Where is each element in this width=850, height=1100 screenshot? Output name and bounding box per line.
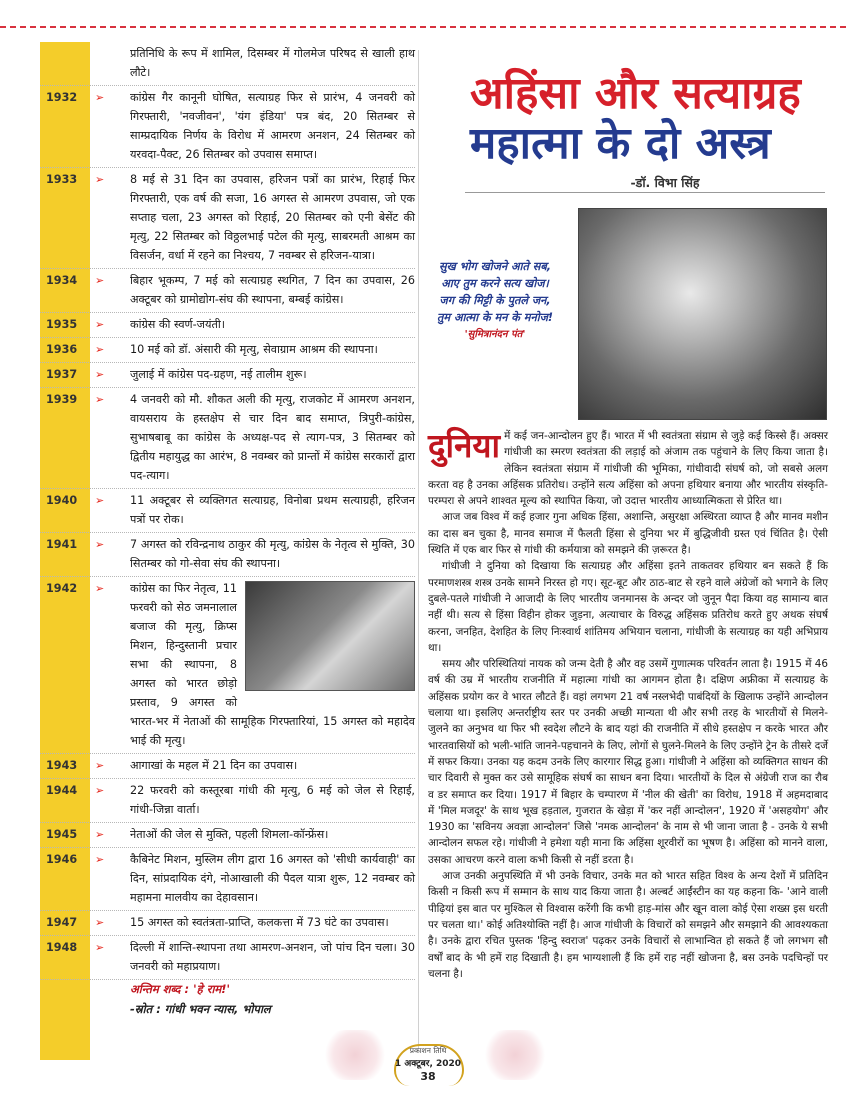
timeline-row [40, 577, 415, 754]
publication-label: प्रकाशन तिथि [409, 1046, 447, 1055]
article-paragraph: समय और परिस्थितियां नायक को जन्म देती है और वह उसमें गुणात्मक परिवर्तन लाता है। 1915 में 46 वर्ष की उम्र में भारतीय राजनीति में महात्मा गांधी का आगमन होता है। दक्षिण अफ्रीका में सत्याग्रह के अहिंसक प्रयोग कर वे भारत लौटते हैं। वहां लगभग 21 वर्ष नस्लभेदी पाबंदियों के खिलाफ उन्होंने आन्दोलन चलाया था। इसलिए अन्तर्राष्ट्रीय स्तर पर उनकी अच्छी मान्यता थी और सभी तरह के भारतीयों से मिलने-जुलने का अनुभव था फिर भी स्वदेश लौटने के बाद यहां की राजनीति में सीधे हस्तक्षेप न करके भारत और भारतवासियों को भली-भांति जानने-पहचानने के लिए, लोगों से घुलने-मिलने के लिए उन्होंने ट्रेन के तीसरे दर्जे में सफर किया। उनका यह कदम उनके लिए कारगार सिद्ध हुआ। गांधीजी ने अहिंसा को व्यक्तिगत साधन की चार दिवारी से मुक्त कर उसे सामूहिक संघर्ष का साधन बना दिया। भारतीयों के दिल से अंग्रेजी राज का रौब व डर समाप्त कर दिया। 1917 में बिहार के चम्पारण में 'नील की खेती' का विरोध, 1918 में अहमदाबाद में 'मिल मजदूर' के साथ भूख हड़ताल, गुजरात के खेड़ा में 'कर नहीं आन्दोलन', 1920 में 'असहयोग' और 1930 का 'सविनय अवज्ञा आन्दोलन' जिसे 'नमक आन्दोलन' के नाम से भी जाना जाता है - उनके ये सभी आन्दोलन सफल रहे। गांधीजी ने हमेशा यही माना कि अहिंसा शूरवीरों का भूषण है। अहिंसा को मानने वाला, उसका आचरण करने वाला कभी किसी से नहीं डरता है। [428, 658, 828, 866]
page-badge [388, 1040, 468, 1088]
page-number: 38 [420, 1070, 436, 1083]
timeline-row [40, 313, 415, 338]
poem-quote [420, 258, 570, 343]
timeline-year: 1940 [46, 494, 78, 507]
arrow-bullet-icon: ➢ [95, 759, 105, 772]
timeline-text: 7 अगस्त को रविन्द्रनाथ ठाकुर की मृत्यु, कांग्रेस के नेतृत्व से मुक्ति, 30 सितम्बर को गो-सेवा संघ की स्थापना। [130, 538, 415, 570]
timeline-row [40, 848, 415, 911]
timeline-column [40, 42, 415, 1019]
timeline-year: 1937 [46, 368, 78, 381]
timeline-row [40, 269, 415, 313]
arrow-bullet-icon: ➢ [95, 582, 105, 595]
timeline-text: कांग्रेस की स्वर्ण-जयंती। [130, 318, 225, 331]
arrow-bullet-icon: ➢ [95, 828, 105, 841]
arrow-bullet-icon: ➢ [95, 393, 105, 406]
poem-line: सुख भोग खोजने आते सब, [439, 260, 551, 273]
publication-date: 1 अक्टूबर, 2020 [394, 1059, 462, 1069]
article-paragraph [428, 428, 828, 509]
paragraph-text: में कई जन-आन्दोलन हुए हैं। भारत में भी स्वतंत्रता संग्राम से जुड़े कई किस्से हैं। अक्सर गांधीजी का स्मरण स्वतंत्रता की लड़ाई को अंजाम तक पहुंचाने के लिए किया जाता है। लेकिन स्वतंत्रता संग्राम में गांधीजी की भूमिका, गांधीवादी संघर्ष को, जो सबसे अलग करता वह है उनका अहिंसक प्रतिरोध। उन्होंने सत्य अहिंसा को अपना हथियार बनाया और भारतीय संस्कृति-परम्परा से अपने शाश्वत मूल्य को स्थापित किया, जो उदात्त भारतीय आध्यात्मिकता से प्रेरित था। [428, 430, 828, 508]
poem-line: जग की मिट्टी के पुतले जन, [439, 294, 551, 307]
column-divider [418, 50, 419, 1050]
timeline-text: नेताओं की जेल से मुक्ति, पहली शिमला-कॉन्फ्रेंस। [130, 828, 329, 841]
timeline-photo [245, 581, 415, 691]
author-rule [465, 192, 825, 193]
timeline-row [40, 911, 415, 936]
timeline-text: 10 मई को डॉ. अंसारी की मृत्यु, सेवाग्राम आश्रम की स्थापना। [130, 343, 378, 356]
timeline-text: 8 मई से 31 दिन का उपवास, हरिजन पत्रों का प्रारंभ, रिहाई फिर गिरफ्तारी, एक वर्ष की सजा, 16 अगस्त से आमरण उपवास, जो एक सप्ताह चला, 23 अगस्त को रिहाई, 20 सितम्बर को एनी बेसेंट की मृत्यु, 22 सितम्बर को विठ्ठलभाई पटेल की मृत्यु, साबरमती आश्रम का विसर्जन, वर्धा में रहने का निश्चय, 7 नवम्बर से हरिजन-यात्रा। [130, 173, 415, 262]
timeline-row [40, 363, 415, 388]
arrow-bullet-icon: ➢ [95, 784, 105, 797]
floral-decoration [320, 1030, 390, 1080]
arrow-bullet-icon: ➢ [95, 318, 105, 331]
timeline-intro-text: प्रतिनिधि के रूप में शामिल, दिसम्बर में गोलमेज परिषद से खाली हाथ लौटे। [130, 47, 415, 79]
timeline-row [40, 338, 415, 363]
arrow-bullet-icon: ➢ [95, 853, 105, 866]
timeline-text: 4 जनवरी को मौ. शौकत अली की मृत्यु, राजकोट में आमरण अनशन, वायसराय के हस्तक्षेप से चार दिन बाद समाप्त, त्रिपुरी-कांग्रेस, सुभाषबाबू का कांग्रेस के अध्यक्ष-पद से त्याग-पत्र, 3 सितम्बर को द्वितीय महायुद्ध का आरंभ, 8 नवम्बर को प्रान्तों में कांग्रेस सरकारों द्वारा पद-त्याग। [130, 393, 415, 482]
timeline-text-span: कांग्रेस का फिर नेतृत्व, 11 फरवरी को सेठ जमनालाल बजाज की मृत्यु, क्रिप्स मिशन, हिन्दुस्तानी प्रचार सभा की स्थापना, 8 अगस्त को भारत छोड़ो प्रस्ताव, 9 अगस्त को भारत-भर में नेताओं की सामूहिक गिरफ्तारियां, 15 अगस्त को महादेव भाई की मृत्यु। [130, 582, 415, 747]
timeline-year: 1945 [46, 828, 78, 841]
timeline-year: 1943 [46, 759, 78, 772]
article-title-line2: महात्मा के दो अस्त्र [470, 118, 771, 169]
timeline-text: जुलाई में कांग्रेस पद-ग्रहण, नई तालीम शुरू। [130, 368, 307, 381]
timeline-text: 15 अगस्त को स्वतंत्रता-प्राप्ति, कलकत्ता में 73 घंटे का उपवास। [130, 916, 389, 929]
timeline-row [40, 779, 415, 823]
timeline-year: 1935 [46, 318, 78, 331]
timeline-text: 11 अक्टूबर से व्यक्तिगत सत्याग्रह, विनोबा प्रथम सत्याग्रही, हरिजन पत्रों पर रोक। [130, 494, 415, 526]
article-paragraph: आज उनकी अनुपस्थिति में भी उनके विचार, उनके मत को भारत सहित विश्व के अन्य देशों में प्रतिदिन किसी न किसी रूप में सम्मान के साथ याद किया जाता है। अल्बर्ट आईंस्टीन का यह कहना कि- 'आने वाली पीढ़ियां इस बात पर मुश्किल से विश्वास करेंगी कि कभी हाड़-मांस और खून वाला कोई ऐसा शख्स इस धरती पर चलता था।' कोई अतिश्योक्ति नहीं है। आज गांधीजी के विचारों को समझने और समझाने की आवश्यकता है। उनके द्वारा रचित पुस्तक 'हिन्दु स्वराज' पढ़कर उनके विचारों से लाभान्वित हो सकते हैं जो लगभग सौ वर्षों बाद के भी हमें राह दिखाती है। हम भाग्यशाली हैं कि हमें राह नहीं खोजना है, बस उनके पदचिन्हों पर चलना है। [428, 870, 828, 980]
timeline-intro [40, 42, 415, 86]
timeline-text: बिहार भूकम्प, 7 मई को सत्याग्रह स्थगित, 7 दिन का उपवास, 26 अक्टूबर को ग्रामोद्योग-संघ की स्थापना, बम्बई कांग्रेस। [130, 274, 415, 306]
timeline-row [40, 489, 415, 533]
arrow-bullet-icon: ➢ [95, 274, 105, 287]
article-title-line1: अहिंसा और सत्याग्रह [470, 68, 801, 119]
article-paragraph: आज जब विश्व में कई हजार गुना अधिक हिंसा, अशान्ति, असुरक्षा अस्थिरता व्याप्त है और मानव मशीन का दास बन चुका है, मानव समाज में फैलती हिंसा से दुनिया भर में बुद्धिजीवी ग्रस्त एवं चिंतित है। ऐसी स्थिति में एक बार फिर से गांधी की कर्मयात्रा को समझने की ज़रूरत है। [428, 511, 828, 557]
timeline-year: 1941 [46, 538, 78, 551]
timeline-text: आगाखां के महल में 21 दिन का उपवास। [130, 759, 298, 772]
timeline-text: 22 फरवरी को कस्तूरबा गांधी की मृत्यु, 6 मई को जेल से रिहाई, गांधी-जिन्ना वार्ता। [130, 784, 415, 816]
timeline-text: कैबिनेट मिशन, मुस्लिम लीग द्वारा 16 अगस्त को 'सीधी कार्यवाही' का दिन, सांप्रदायिक दंगे, नोआखाली की पैदल यात्रा शुरू, 12 नवम्बर को महामना मालवीय का देहावसान। [130, 853, 415, 904]
timeline-text: कांग्रेस गैर कानूनी घोषित, सत्याग्रह फिर से प्रारंभ, 4 जनवरी को गिरफ्तारी, 'नवजीवन', 'यंग इंडिया' पत्र बंद, 20 सितम्बर से साम्प्रदायिक निर्णय के विरोध में आमरण अनशन, 24 सितम्बर को यरवदा-पैक्ट, 26 सितम्बर को उपवास समाप्त। [130, 91, 415, 161]
arrow-bullet-icon: ➢ [95, 173, 105, 186]
arrow-bullet-icon: ➢ [95, 916, 105, 929]
timeline-year: 1933 [46, 173, 78, 186]
timeline-year: 1948 [46, 941, 78, 954]
article-body [428, 428, 828, 982]
timeline-year: 1944 [46, 784, 78, 797]
timeline-year: 1934 [46, 274, 78, 287]
timeline-year: 1936 [46, 343, 78, 356]
timeline-row [40, 936, 415, 980]
drop-word: दुनिया [428, 426, 501, 465]
last-words-text: अन्तिम शब्द : 'हे राम!' [130, 982, 231, 996]
timeline-year: 1946 [46, 853, 78, 866]
arrow-bullet-icon: ➢ [95, 91, 105, 104]
timeline-row [40, 86, 415, 168]
timeline-text: दिल्ली में शान्ति-स्थापना तथा आमरण-अनशन, जो पांच दिन चला। 30 जनवरी को महाप्रयाण। [130, 941, 415, 973]
timeline-year: 1932 [46, 91, 78, 104]
timeline-year: 1939 [46, 393, 78, 406]
last-words [130, 980, 415, 999]
timeline-row [40, 823, 415, 848]
arrow-bullet-icon: ➢ [95, 538, 105, 551]
timeline-year: 1947 [46, 916, 78, 929]
timeline-row [40, 533, 415, 577]
gandhi-photo [578, 208, 827, 420]
floral-decoration [480, 1030, 550, 1080]
article-paragraph: गांधीजी ने दुनिया को दिखाया कि सत्याग्रह और अहिंसा इतने ताकतवर हथियार बन सकते हैं कि परमाणशस्त्र शस्त्र उनके सामने निरस्त हो गए। सूट-बूट और ठाठ-बाट से रहने वाले अंग्रेजों को भगाने के लिए दुबले-पतले गांधीजी ने आजादी के लिए भारतीय जनमानस के अन्दर जो जुनून पैदा किया वह सामान्य बात नहीं थी। सत्य से हिंसा विहीन होकर जुड़ना, अत्याचार के विरुद्ध अहिंसक प्रतिरोध करते हुए अथक संघर्ष करना, जनहित, देशहित के लिए निःस्वार्थ शांतिमय अभियान चलाना, गांधीजी के सत्याग्रह का यही अभिप्राय था। [428, 560, 828, 654]
arrow-bullet-icon: ➢ [95, 941, 105, 954]
timeline-source: -स्रोत : गांधी भवन न्यास, भोपाल [130, 1002, 271, 1016]
timeline-row [40, 388, 415, 489]
timeline-row [40, 754, 415, 779]
timeline-year: 1942 [46, 582, 78, 595]
top-decorative-rule [0, 14, 850, 40]
timeline-text [130, 579, 415, 750]
arrow-bullet-icon: ➢ [95, 494, 105, 507]
arrow-bullet-icon: ➢ [95, 368, 105, 381]
arrow-bullet-icon: ➢ [95, 343, 105, 356]
poem-line: आए तुम करने सत्य खोज। [441, 277, 549, 290]
article-author: -डॉ. विभा सिंह [630, 175, 700, 190]
timeline-row [40, 168, 415, 269]
poem-line: तुम आत्मा के मन के मनोज! [437, 311, 553, 324]
poem-attribution: 'सुमित्रानंदन पंत' [464, 329, 526, 340]
